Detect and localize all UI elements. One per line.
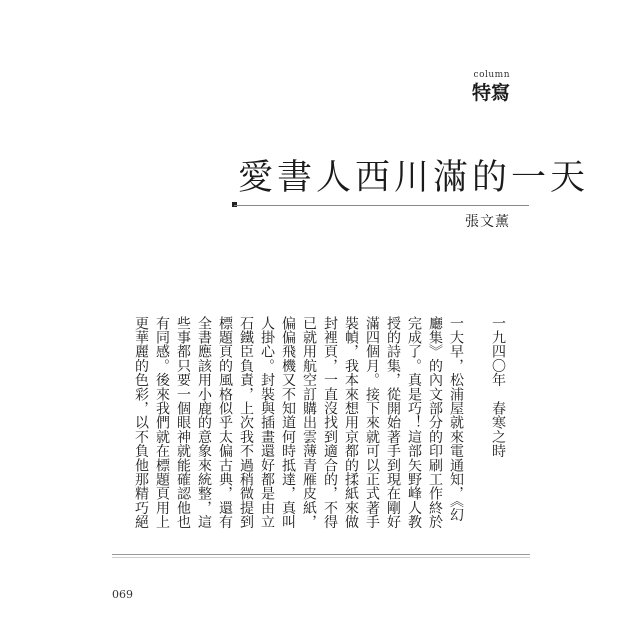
footer-rule <box>112 554 530 555</box>
article-author: 張文薰 <box>465 214 510 230</box>
body-line: 有同感。後來我們就在標題頁用上 <box>154 316 170 529</box>
article-title: 愛書人西川滿的一天 <box>238 158 590 198</box>
column-label: column <box>473 70 510 80</box>
body-line: 裝幀，我本來想用京都的揉紙來做 <box>343 316 359 529</box>
column-title: 特寫 <box>471 82 510 104</box>
body-line: 更華麗的色彩，以不負他那精巧絕 <box>133 316 149 529</box>
body-line: 完成了。真是巧！這部矢野峰人教 <box>406 316 422 529</box>
body-line: 些事都只要一個眼神就能確認他也 <box>175 316 191 529</box>
body-line: 全書應該用小鹿的意象來統整，這 <box>196 316 212 529</box>
body-line: 一大早，松浦屋就來電通知，《幻 <box>448 316 464 522</box>
body-line: 已就用航空訂購出雲薄青雁皮紙， <box>301 316 317 529</box>
body-line: 滿四個月。接下來就可以正式著手 <box>364 316 380 529</box>
title-rule <box>234 205 529 206</box>
page-number: 069 <box>112 588 133 601</box>
column-header <box>472 70 510 105</box>
body-line: 授的詩集，從開始著手到現在剛好 <box>385 316 401 529</box>
footer-rule-secondary <box>112 557 530 558</box>
body-line: 人掛心。封裝與插畫還好都是由立 <box>259 316 275 529</box>
body-line: 封裡頁，一直沒找到適合的，不得 <box>322 316 338 529</box>
body-line: 標題頁的風格似乎太偏古典，還有 <box>217 316 233 529</box>
date-line: 一九四〇年 春寒之時 <box>490 316 506 458</box>
body-line: 石鐵臣負責，上次我不過稍微提到 <box>238 316 254 529</box>
body-line: 廳集》的內文部分的印刷工作終於 <box>427 316 443 529</box>
body-line: 偏偏飛機又不知道何時抵達，真叫 <box>280 316 296 529</box>
article-body <box>130 316 508 548</box>
